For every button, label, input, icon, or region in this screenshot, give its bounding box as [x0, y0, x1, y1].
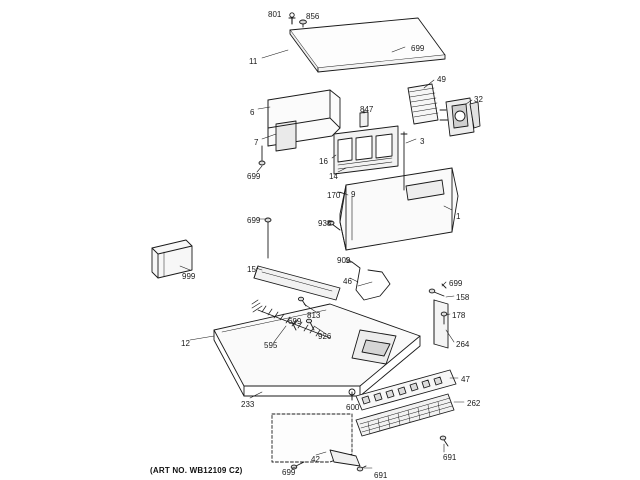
part-screw-699-left — [259, 146, 265, 165]
callout-9: 9 — [351, 190, 356, 199]
callout-7: 7 — [254, 138, 259, 147]
part-rail-264 — [434, 300, 448, 348]
part-control-board-16 — [334, 126, 398, 174]
part-bar-15 — [254, 266, 340, 300]
part-screw-699-mid — [265, 218, 271, 258]
part-side-bracket-6 — [268, 90, 340, 151]
callout-699-left: 699 — [247, 172, 261, 181]
callout-938: 938 — [318, 219, 332, 228]
callout-3: 3 — [420, 137, 425, 146]
part-vent-49 — [408, 84, 438, 124]
callout-691-bottom: 691 — [374, 471, 388, 480]
callout-158: 158 — [456, 293, 470, 302]
callout-49: 49 — [437, 75, 446, 84]
callout-15: 15 — [247, 265, 256, 274]
part-screw-856 — [300, 20, 307, 27]
callout-926: 926 — [318, 332, 332, 341]
callout-699-mid: 699 — [247, 216, 261, 225]
callout-46: 46 — [343, 277, 352, 286]
callout-262: 262 — [467, 399, 481, 408]
callout-699-right: 699 — [449, 279, 463, 288]
callout-14: 14 — [329, 172, 338, 181]
callout-813: 813 — [307, 311, 321, 320]
callout-6: 6 — [250, 108, 255, 117]
callout-12: 12 — [181, 339, 190, 348]
callout-233: 233 — [241, 400, 255, 409]
part-screw-691-bottom — [357, 466, 366, 471]
part-screw-801 — [289, 13, 295, 24]
callout-178: 178 — [452, 311, 466, 320]
art-number: (ART NO. WB12109 C2) — [150, 466, 243, 475]
callout-32: 32 — [474, 95, 483, 104]
callout-699-spring: 699 — [288, 317, 302, 326]
callout-999: 999 — [182, 272, 196, 281]
callout-264: 264 — [456, 340, 470, 349]
part-screw-699-right — [442, 284, 446, 288]
callout-1: 1 — [456, 212, 461, 221]
callout-600: 600 — [346, 403, 360, 412]
callout-909: 909 — [337, 256, 351, 265]
callout-699-bottom: 699 — [282, 468, 296, 477]
part-harness-46 — [346, 262, 390, 300]
callout-47: 47 — [461, 375, 470, 384]
callout-691-right: 691 — [443, 453, 457, 462]
callout-11: 11 — [249, 57, 258, 66]
callout-801: 801 — [268, 10, 282, 19]
callout-42: 42 — [311, 455, 320, 464]
callout-16: 16 — [319, 157, 328, 166]
callout-856: 856 — [306, 12, 320, 21]
part-screw-158 — [429, 289, 444, 296]
part-control-panel-1 — [340, 168, 461, 250]
callout-847: 847 — [360, 105, 374, 114]
callout-170: 170 — [327, 191, 341, 200]
callout-595: 595 — [264, 341, 278, 350]
callout-699-top: 699 — [411, 44, 425, 53]
